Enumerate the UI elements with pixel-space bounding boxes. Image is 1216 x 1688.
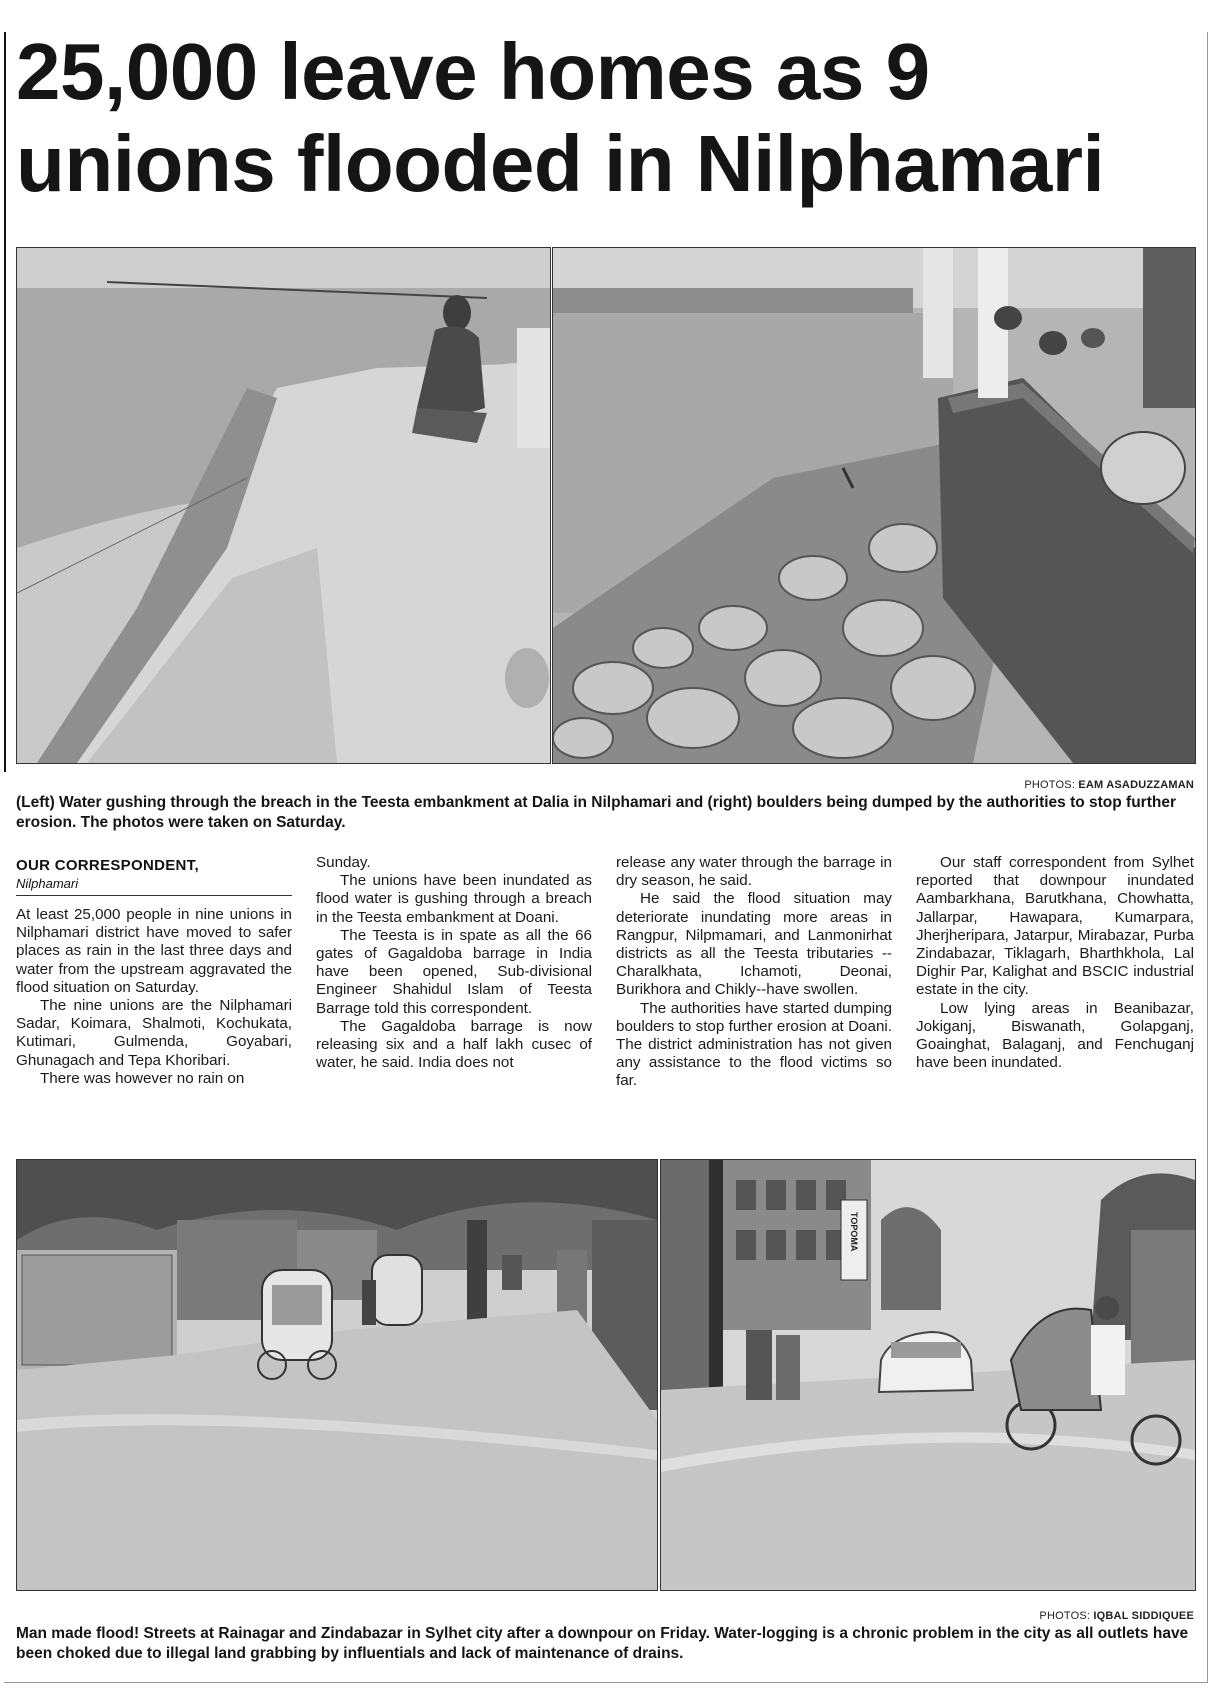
bottom-photo-credit-label: PHOTOS:: [1039, 1610, 1091, 1622]
column-2-paragraph: The unions have been inundated as flood water is gushing through a breach in the Teesta embankment at Doani.: [316, 872, 592, 926]
column-2-paragraph: The Teesta is in spate as all the 66 gates of Gagaldoba barrage in India have been opened, Sub-divisional Engineer Shahidul Islam of Teesta Barrage told this correspondent.: [316, 926, 592, 1017]
headline: 25,000 leave homes as 9 unions flooded in Nilphamari: [16, 27, 1105, 208]
photo-boulders-dumped: [552, 247, 1196, 764]
article-column-2: [316, 854, 592, 1072]
column-1-paragraph: The nine unions are the Nilphamari Sadar, Koimara, Shalmoti, Kochukata, Kutimari, Gulmenda, Goyabari, Ghunagach and Tepa Khoribari.: [16, 997, 292, 1069]
bottom-photo-signboard: TOPOMA: [849, 1212, 859, 1252]
byline-place: Nilphamari: [16, 876, 79, 891]
column-2-paragraph: The Gagaldoba barrage is now releasing six and a half lakh cusec of water, he said. India does not: [316, 1017, 592, 1072]
column-3-paragraph: release any water through the barrage in dry season, he said.: [616, 854, 892, 890]
bottom-border-rule: [4, 1682, 1208, 1683]
column-3-paragraph: He said the flood situation may deteriorate inundating more areas in Rangpur, Nilpmamari, and Lanmonirhat districts as all the Teesta tributaries --Charalkhata, Ichamoti, Deonai, Burikhora and Chikly--have swollen.: [616, 890, 892, 999]
photo-embankment-breach: [16, 247, 551, 764]
column-1-paragraph: At least 25,000 people in nine unions in Nilphamari district have moved to safer places as rain in the last three days and water from the upstream aggravated the flood situation on Saturday.: [16, 906, 292, 996]
left-column-rule: [4, 32, 6, 772]
top-photo-credit-label: PHOTOS:: [1024, 779, 1076, 791]
bottom-photo-credit-name: IQBAL SIDDIQUEE: [1093, 1610, 1194, 1622]
column-4-paragraph: Our staff correspondent from Sylhet reported that downpour inundated Aambarkhana, Barutkhana, Chowhatta, Jallarpar, Hawapara, Kumarpara, Jherjheripara, Jatarpur, Mirabazar, Purba Zindabazar, Tiklagarh, Bharthkhola, Lal Dighir Par, Kalighat and BSCIC industrial estate in the city.: [916, 854, 1194, 999]
bottom-photo-caption: Man made flood! Streets at Rainagar and Zindabazar in Sylhet city after a downpour on Friday. Water-logging is a chronic problem in the city as all outlets have been choked due to illegal land grabbing by influentials and lack of maintenance of drains.: [16, 1625, 1189, 1662]
top-photo-caption: (Left) Water gushing through the breach in the Teesta embankment at Dalia in Nilphamari and (right) boulders being dumped by the authorities to stop further erosion. The photos were taken on Saturday.: [16, 794, 1176, 831]
column-4-paragraph: Low lying areas in Beanibazar, Jokiganj, Biswanath, Golapganj, Goainghat, Balaganj, and Fenchuganj have been inundated.: [916, 999, 1194, 1072]
article-column-3: [616, 854, 892, 1091]
column-2-paragraph: Sunday.: [316, 854, 371, 871]
article-column-1: [16, 906, 292, 1088]
byline-rule: [16, 895, 292, 896]
column-3-paragraph: The authorities have started dumping boulders to stop further erosion at Doani. The district administration has not given any assistance to the flood victims so far.: [616, 999, 892, 1090]
top-photo-credit: [900, 779, 1194, 791]
column-1-paragraph: There was however no rain on: [40, 1069, 245, 1087]
photo-rainagar-flooded-street: [16, 1159, 658, 1591]
article-column-4: [916, 854, 1194, 1072]
byline-name: OUR CORRESPONDENT,: [16, 857, 199, 874]
photo-zindabazar-flooded-street: [660, 1159, 1196, 1591]
bottom-photo-credit: [900, 1610, 1194, 1622]
right-border-rule: [1207, 32, 1208, 1682]
top-photo-credit-name: EAM ASADUZZAMAN: [1078, 779, 1194, 791]
